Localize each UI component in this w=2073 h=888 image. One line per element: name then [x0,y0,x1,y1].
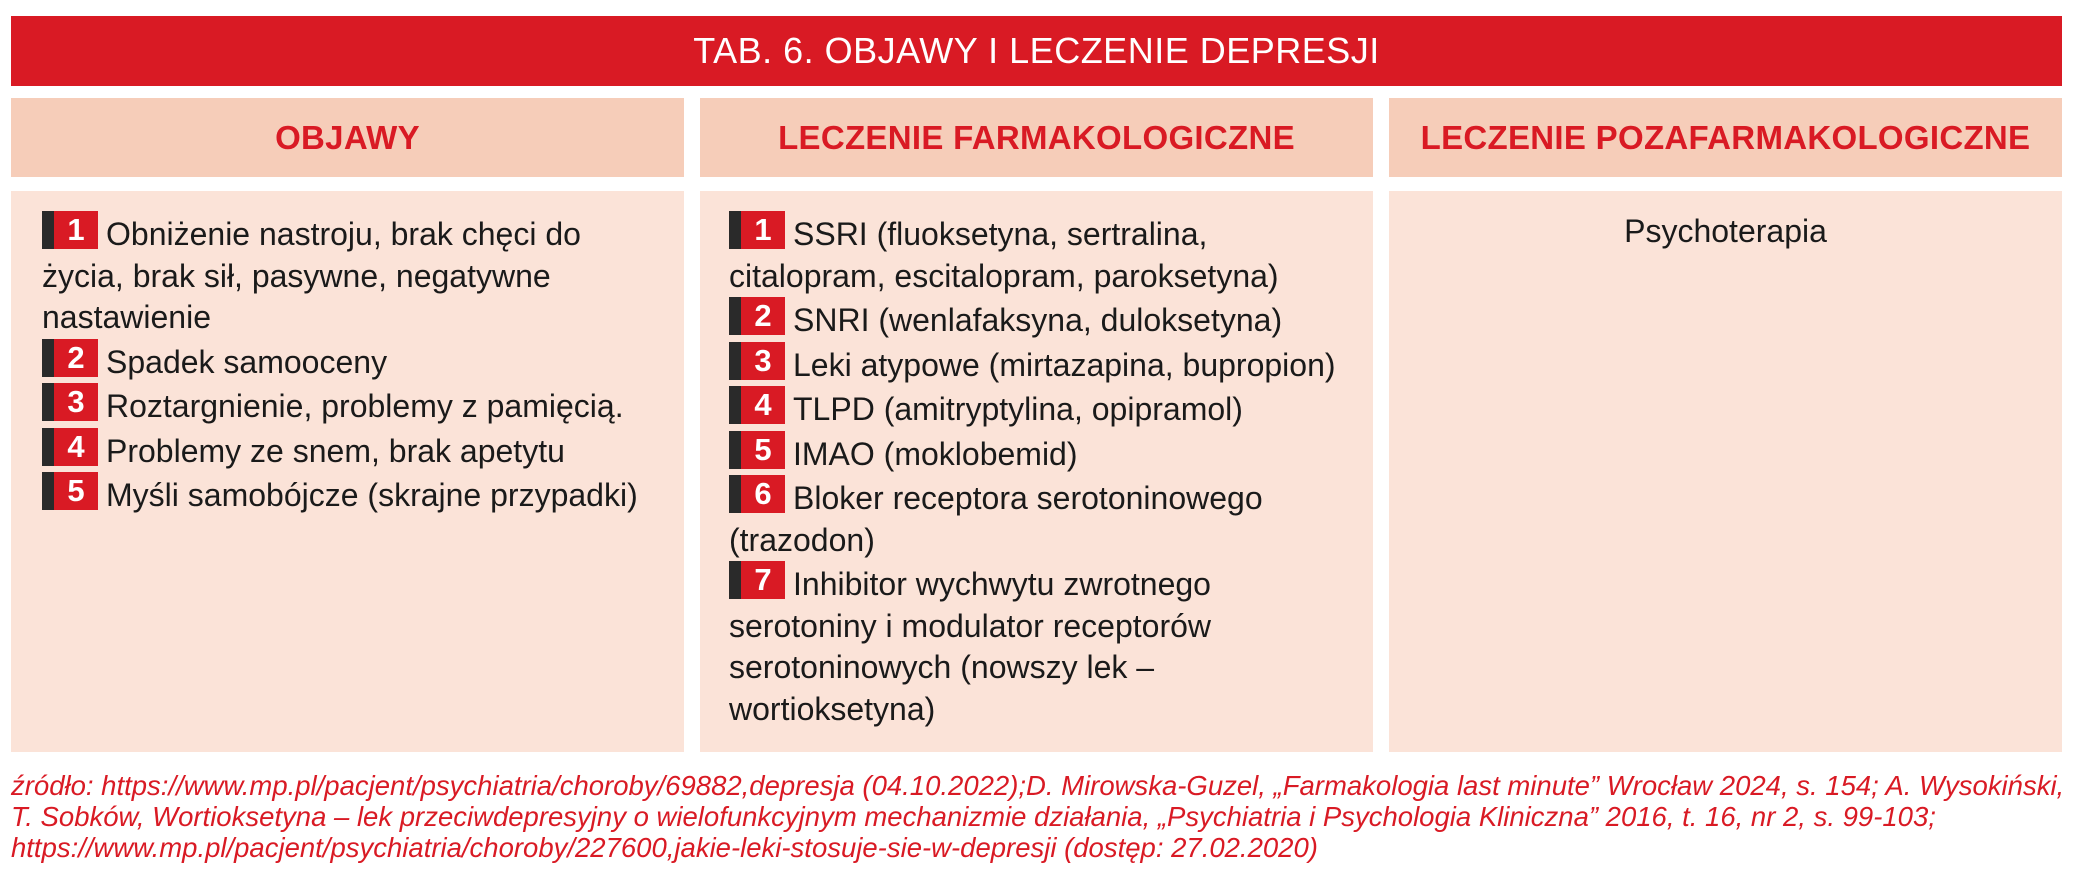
number-badge: 4 [729,386,785,424]
item-text: IMAO (moklobemid) [793,435,1078,472]
source-line: T. Sobków, Wortioksetyna – lek przeciwdepresyjny o wielofunkcyjnym mechanizmie działania, „Psychiatria i Psychologia Kliniczna” 2016, t. 16, nr 2, s. 99-103; [11,801,1936,832]
number-badge: 2 [42,339,98,377]
source-line: https://www.mp.pl/pacjent/psychiatria/choroby/227600,jakie-leki-stosuje-sie-w-depresji (dostęp: 27.02.2020) [11,832,1318,863]
number-badge: 3 [729,342,785,380]
item-text: Spadek samooceny [106,343,388,380]
item-text: Obniżenie nastroju, brak chęci do życia, brak sił, pasywne, negatywne nastawienie [42,216,581,335]
list-item [729,475,1353,561]
list-item [42,339,654,384]
column-header-objawy: OBJAWY [11,98,684,177]
list-item [42,211,654,339]
item-text: Leki atypowe (mirtazapina, bupropion) [793,346,1336,383]
number-badge: 1 [42,211,98,249]
list-item [729,342,1353,387]
number-badge: 3 [42,383,98,421]
item-text: Bloker receptora serotoninowego (trazodon) [729,480,1263,558]
source-line: źródło: https://www.mp.pl/pacjent/psychiatria/choroby/69882,depresja (04.10.2022);D. Mirowska-Guzel, „Farmakologia last minute” Wrocław 2024, s. 154; A. Wysokiński, [11,770,2065,801]
item-text: SNRI (wenlafaksyna, duloksetyna) [793,302,1283,338]
list-item [729,431,1353,476]
column-body-leczenie-pozafarmakologiczne [1389,191,2062,752]
number-badge: 7 [729,561,785,599]
item-text: Problemy ze snem, brak apetytu [106,432,565,469]
number-badge: 2 [729,297,785,335]
number-badge: 5 [729,431,785,469]
item-text: Inhibitor wychwytu zwrotnego serotoniny i modulator receptorów serotoninowych (nowszy lek – wortioksetyna) [729,566,1212,727]
list-item [729,211,1353,297]
list-item [42,472,654,517]
item-text: TLPD (amitryptylina, opipramol) [793,391,1243,427]
item-text: Myśli samobójcze (skrajne przypadki) [106,477,638,513]
column-body-objawy [11,191,684,752]
column-header-leczenie-pozafarmakologiczne: LECZENIE POZAFARMAKOLOGICZNE [1389,98,2062,177]
table-title: TAB. 6. OBJAWY I LECZENIE DEPRESJI [11,16,2062,86]
item-text: Roztargnienie, problemy z pamięcią. [106,388,624,424]
number-badge: 5 [42,472,98,510]
item-text: SSRI (fluoksetyna, sertralina, citalopram, escitalopram, paroksetyna) [729,216,1279,294]
psychoterapia-text: Psychoterapia [1624,213,1827,249]
list-item [42,428,654,473]
column-header-leczenie-farmakologiczne: LECZENIE FARMAKOLOGICZNE [700,98,1373,177]
list-item [729,297,1353,342]
list-item [42,383,654,428]
list-item [729,561,1353,730]
number-badge: 1 [729,211,785,249]
number-badge: 6 [729,475,785,513]
number-badge: 4 [42,428,98,466]
list-item [729,386,1353,431]
source-note [11,770,2065,863]
column-body-leczenie-farmakologiczne [700,191,1373,752]
